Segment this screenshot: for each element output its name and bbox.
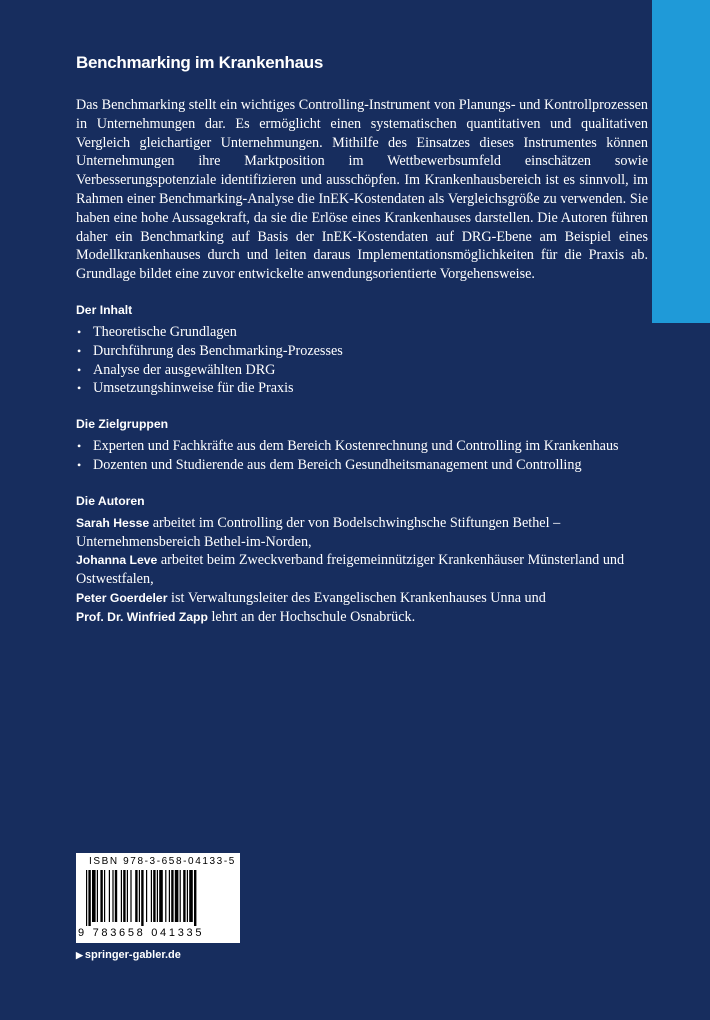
contents-heading: Der Inhalt (76, 302, 133, 317)
authors-text (76, 514, 648, 627)
website-label: springer-gabler.de (84, 949, 181, 961)
author-description: arbeitet im Controlling der von Bodelschwinghsche Stiftungen Bethel – Unternehmensbereich Bethel-im-Norden, (76, 514, 561, 550)
list-item: • Umsetzungshinweise für die Praxis (76, 379, 648, 398)
arrow-right-icon: ▶ (76, 950, 83, 960)
isbn-label: ISBN 978-3-658-04133-5 (89, 856, 236, 867)
author-description: lehrt an der Hochschule Osnabrück. (207, 608, 416, 625)
contents-list (76, 323, 648, 398)
author-name: Sarah Hesse (76, 515, 150, 530)
audience-heading: Die Zielgruppen (76, 417, 169, 432)
publisher-website[interactable] (76, 949, 181, 961)
list-item: • Analyse der ausgewählten DRG (76, 361, 648, 380)
audience-list (76, 437, 648, 475)
accent-bar (652, 0, 710, 323)
isbn-barcode (76, 853, 240, 943)
author-name: Peter Goerdeler (76, 590, 168, 605)
author-description: ist Verwaltungsleiter des Evangelischen Krankenhauses Unna und (167, 589, 546, 606)
list-item: • Durchführung des Benchmarking-Prozesses (76, 342, 648, 361)
book-description: Das Benchmarking stellt ein wichtiges Controlling-Instrument von Planungs- und Kontrollprozessen in Unternehmungen dar. Es ermöglicht einen systematischen quantitativen und qualitativen Vergleich gleichartiger Unternehmungen. Mithilfe des Einsatzes dieses Instrumentes können Unternehmungen ihre Marktposition im Wettbewerbsumfeld einschätzen sowie Verbesserungspotenziale identifizieren und ausschöpfen. Im Krankenhausbereich ist es sinnvoll, im Rahmen einer Benchmarking-Analyse die InEK-Kostendaten als Vergleichsgröße zu verwenden. Sie haben eine hohe Aussagekraft, da sie die Erlöse eines Krankenhauses darstellen. Die Autoren führen daher ein Benchmarking auf Basis der InEK-Kostendaten auf DRG-Ebene am Beispiel eines Modellkrankenhauses durch und leiten daraus Implementationsmöglichkeiten für die Praxis ab. Grundlage bildet eine zuvor entwickelte anwendungsorientierte Vorgehensweise. (76, 97, 648, 283)
author-name: Johanna Leve (76, 553, 158, 568)
back-cover-content (76, 52, 648, 627)
author-name: Prof. Dr. Winfried Zapp (76, 609, 208, 624)
barcode-digits: 9 783658 041335 (78, 927, 205, 939)
list-item: • Dozenten und Studierende aus dem Bereich Gesundheitsmanagement und Controlling (76, 456, 648, 475)
authors-heading: Die Autoren (76, 493, 145, 508)
barcode-icon (86, 870, 230, 926)
list-item: • Theoretische Grundlagen (76, 323, 648, 342)
list-item: • Experten und Fachkräfte aus dem Bereich Kostenrechnung und Controlling im Krankenhaus (76, 437, 648, 456)
book-title: Benchmarking im Krankenhaus (76, 53, 323, 72)
author-description: arbeitet beim Zweckverband freigemeinnütziger Krankenhäuser Münsterland und Ostwestfalen, (76, 552, 625, 588)
